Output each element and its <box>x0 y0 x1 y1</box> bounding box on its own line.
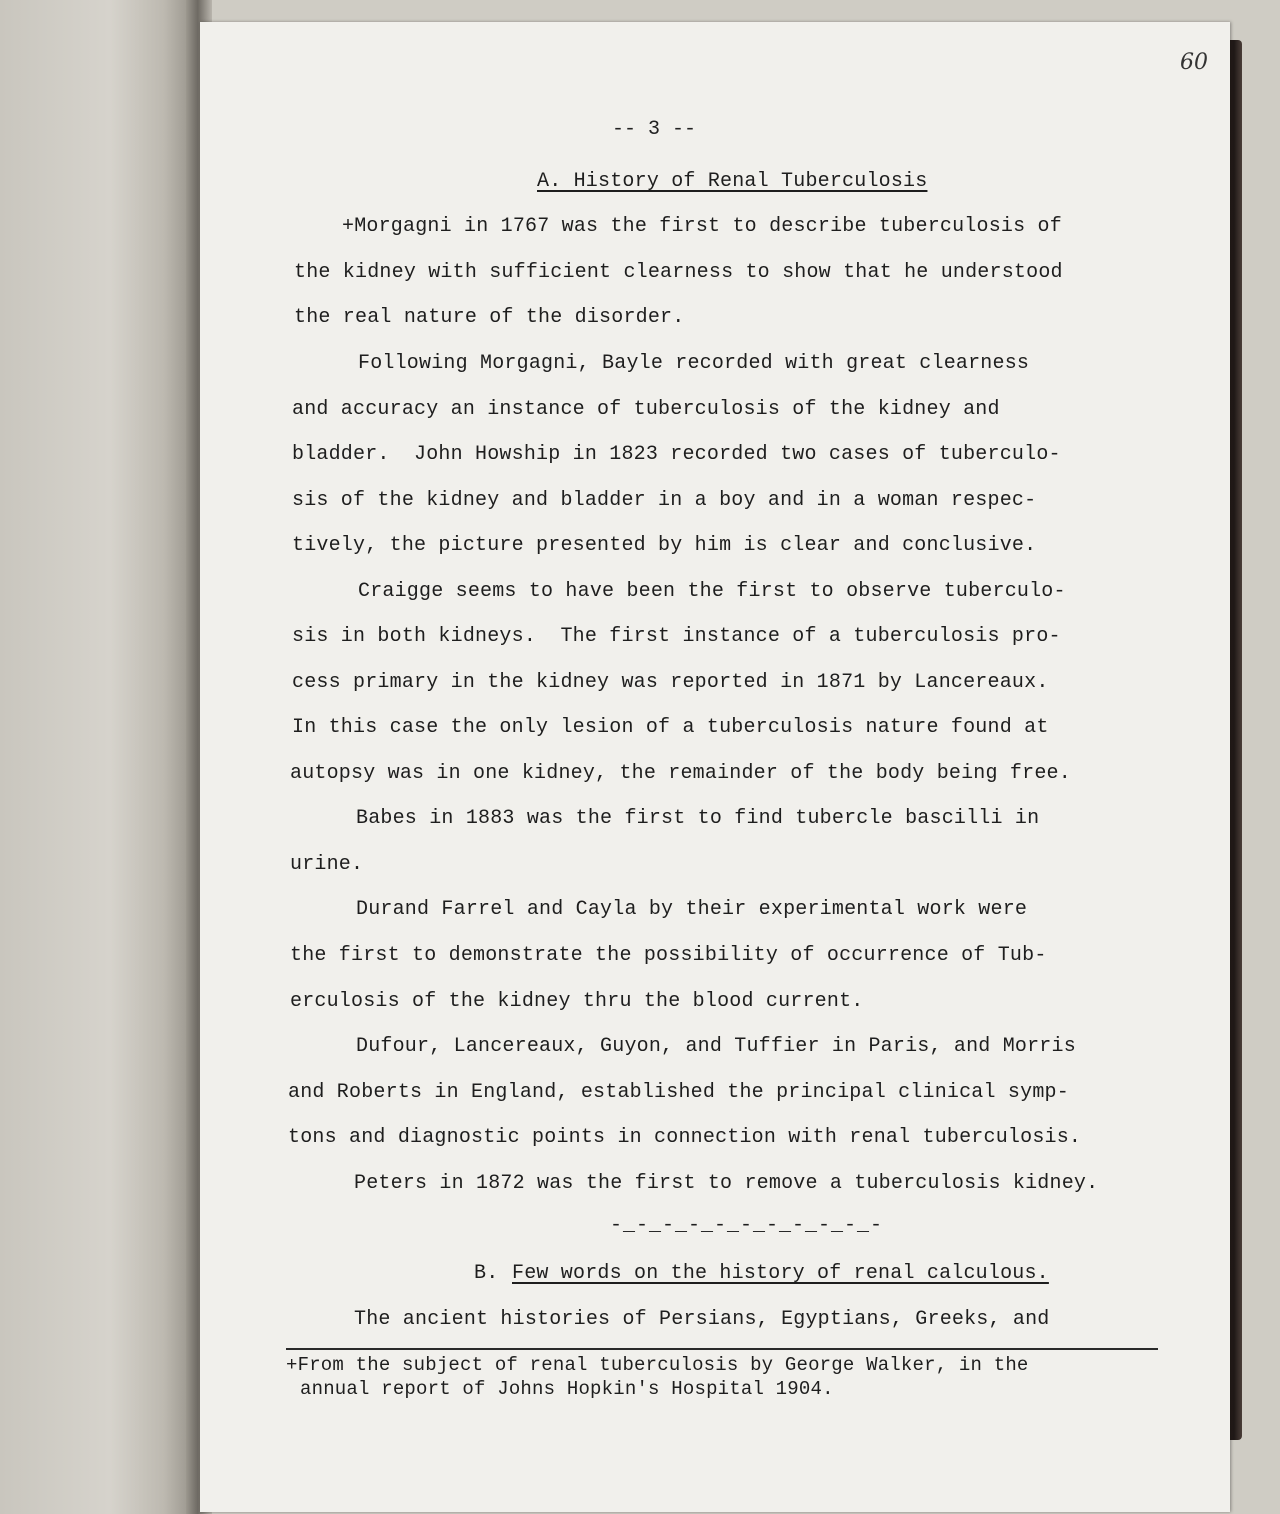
text-line: sis of the kidney and bladder in a boy and in a woman respec- <box>292 489 1037 512</box>
text-line: the kidney with sufficient clearness to show that he understood <box>294 261 1063 284</box>
text-line: Craigge seems to have been the first to observe tuberculo- <box>358 580 1066 603</box>
footnote-rule <box>286 1348 1158 1350</box>
text-line: Durand Farrel and Cayla by their experimental work were <box>356 898 1028 921</box>
facing-page <box>0 0 200 1514</box>
text-line: bladder. John Howship in 1823 recorded two cases of tuberculo- <box>292 443 1061 466</box>
text-line: Following Morgagni, Bayle recorded with great clearness <box>358 352 1030 375</box>
section-b-title: Few words on the history of renal calculous. <box>512 1262 1049 1285</box>
document-page <box>200 22 1230 1512</box>
folio-number: 60 <box>1180 50 1208 75</box>
text-line: In this case the only lesion of a tuberculosis nature found at <box>292 716 1049 739</box>
text-line: autopsy was in one kidney, the remainder of the body being free. <box>290 762 1071 785</box>
text-line: Peters in 1872 was the first to remove a tuberculosis kidney. <box>354 1172 1099 1195</box>
text-line: the first to demonstrate the possibility of occurrence of Tub- <box>290 944 1047 967</box>
footnote-line: +From the subject of renal tuberculosis by George Walker, in the <box>286 1354 1029 1376</box>
text-line: sis in both kidneys. The first instance of a tuberculosis pro- <box>292 625 1061 648</box>
page-number: -- 3 -- <box>612 118 697 141</box>
text-line: The ancient histories of Persians, Egyptians, Greeks, and <box>354 1308 1050 1331</box>
text-line: and Roberts in England, established the principal clinical symp- <box>288 1081 1069 1104</box>
text-line: erculosis of the kidney thru the blood current. <box>290 990 864 1013</box>
section-a-title: A. History of Renal Tuberculosis <box>537 170 928 193</box>
text-line: tively, the picture presented by him is clear and conclusive. <box>292 534 1037 557</box>
text-line: cess primary in the kidney was reported in 1871 by Lancereaux. <box>292 671 1049 694</box>
section-b-prefix: B. <box>474 1262 499 1285</box>
text-line: Dufour, Lancereaux, Guyon, and Tuffier in Paris, and Morris <box>356 1035 1076 1058</box>
section-separator: -_-_-_-_-_-_-_-_-_-_- <box>610 1214 884 1237</box>
text-line: the real nature of the disorder. <box>294 306 685 329</box>
footnote-line: annual report of Johns Hopkin's Hospital 1904. <box>300 1378 834 1400</box>
text-line: +Morgagni in 1767 was the first to describe tuberculosis of <box>342 215 1062 238</box>
text-line: and accuracy an instance of tuberculosis of the kidney and <box>292 398 1000 421</box>
text-line: Babes in 1883 was the first to find tubercle bascilli in <box>356 807 1040 830</box>
text-line: tons and diagnostic points in connection with renal tuberculosis. <box>288 1126 1082 1149</box>
text-line: urine. <box>290 853 364 876</box>
